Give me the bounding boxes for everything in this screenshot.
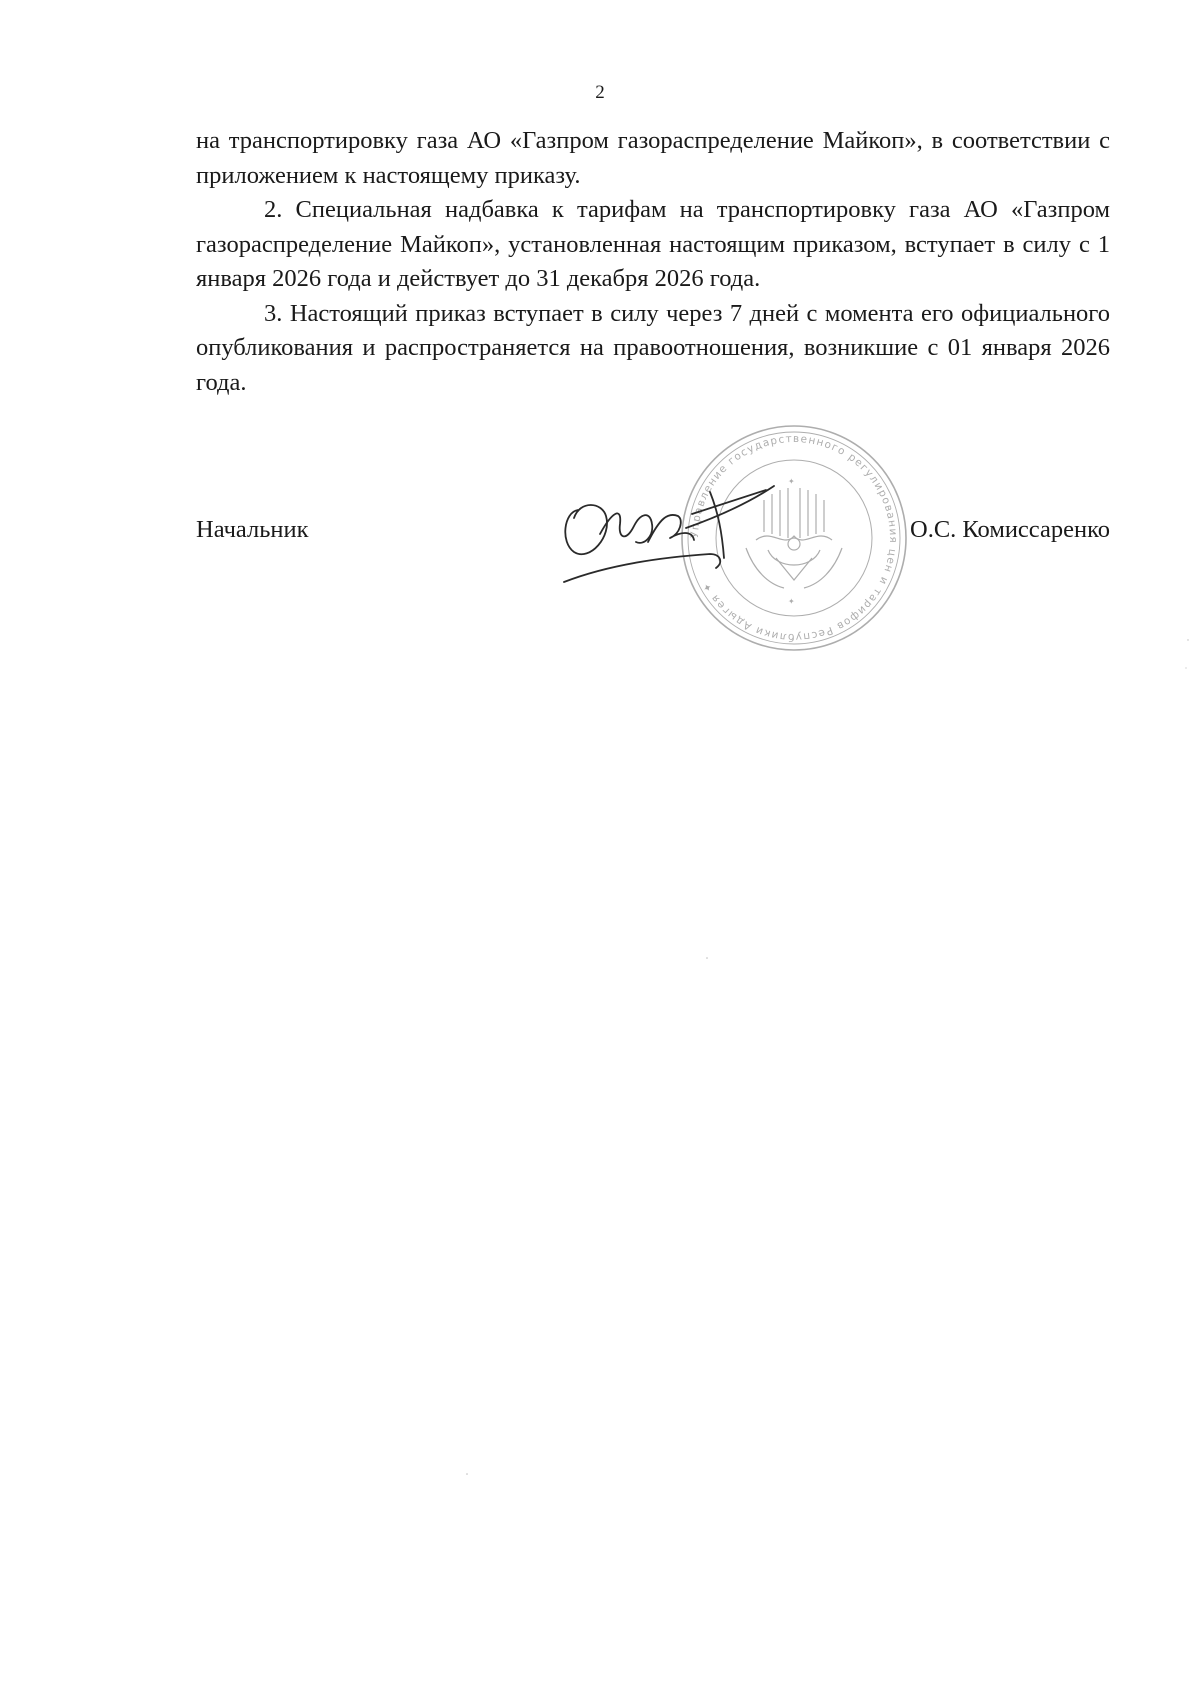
- document-body: [196, 124, 1110, 400]
- handwritten-signature: [560, 472, 810, 592]
- paragraph-item-3: 3. Настоящий приказ вступает в силу через 7 дней с момента его официального опубликования и распространяется на правоотношения, возникшие с 01 января 2026 года.: [196, 299, 1110, 396]
- stamp-ring-text: Управление государственного регулирования цен и тарифов Республики Адыгея ✦: [688, 432, 900, 644]
- signature-block: [0, 420, 1200, 660]
- paragraph-item-2: 2. Специальная надбавка к тарифам на транспортировку газа АО «Газпром газораспределение Майкоп», установленная настоящим приказом, вступает в силу с 1 января 2026 года и действует до 31 декабря 2026 года.: [196, 196, 1110, 292]
- svg-text:✦: ✦: [788, 477, 795, 486]
- page-number: 2: [595, 82, 605, 103]
- svg-text:✦: ✦: [788, 597, 795, 606]
- paragraph-continuation: на транспортировку газа АО «Газпром газораспределение Майкоп», в соответствии с приложением к настоящему приказу.: [196, 127, 1110, 189]
- position-title: Начальник: [196, 516, 309, 543]
- signer-name: О.С. Комиссаренко: [910, 516, 1110, 543]
